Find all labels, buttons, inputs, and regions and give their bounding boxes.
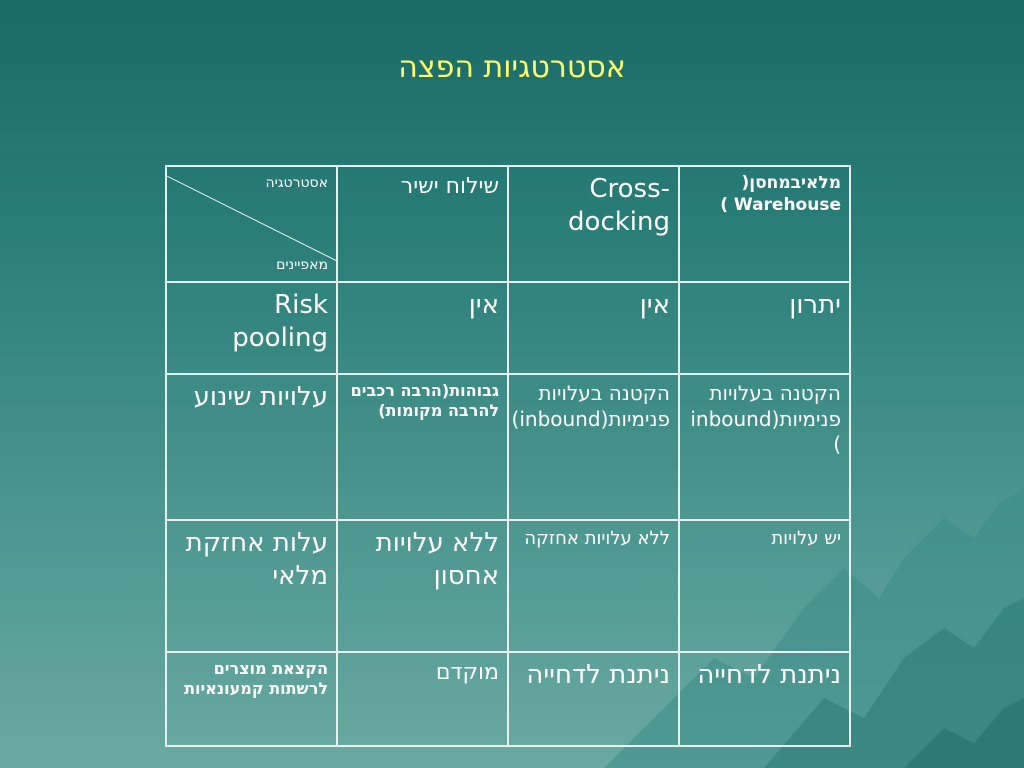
- table-row: [166, 520, 850, 652]
- cell-r3-direct: ללא עלויות אחסון: [337, 520, 508, 652]
- header-cross-docking: Cross-docking: [508, 166, 679, 282]
- cell-r4-cross-docking: ניתנת לדחייה: [508, 652, 679, 746]
- row-label-transport-costs: עלויות שינוע: [166, 374, 337, 520]
- cell-r3-warehouse: יש עלויות: [679, 520, 850, 652]
- cell-r1-cross-docking: אין: [508, 282, 679, 374]
- header-warehouse: מלאיבמחסן( Warehouse ): [679, 166, 850, 282]
- row-label-inventory-cost: עלות אחזקת מלאי: [166, 520, 337, 652]
- cell-r4-warehouse: ניתנת לדחייה: [679, 652, 850, 746]
- table-row: [166, 374, 850, 520]
- header-direct-shipping: שילוח ישיר: [337, 166, 508, 282]
- slide-title: אסטרטגיות הפצה: [398, 50, 626, 85]
- cell-r4-direct: מוקדם: [337, 652, 508, 746]
- distribution-strategies-table: [165, 165, 851, 747]
- cell-r3-cross-docking: ללא עלויות אחזקה: [508, 520, 679, 652]
- cell-r1-warehouse: יתרון: [679, 282, 850, 374]
- table-row: [166, 652, 850, 746]
- row-label-risk-pooling: Risk pooling: [166, 282, 337, 374]
- cell-r2-direct: גבוהות(הרבה רכבים להרבה מקומות): [337, 374, 508, 520]
- cell-r2-cross-docking: הקטנה בעלויות פנימיות(inbound): [508, 374, 679, 520]
- row-label-product-allocation: הקצאת מוצרים לרשתות קמעונאיות: [166, 652, 337, 746]
- table-row: [166, 282, 850, 374]
- table-header-row: [166, 166, 850, 282]
- cell-r2-warehouse: הקטנה בעלויות פנימיות(inbound ): [679, 374, 850, 520]
- corner-diagonal-cell: [166, 166, 337, 282]
- corner-label-strategy: אסטרטגיה: [265, 175, 328, 191]
- cell-r1-direct: אין: [337, 282, 508, 374]
- corner-label-characteristics: מאפיינים: [276, 257, 328, 274]
